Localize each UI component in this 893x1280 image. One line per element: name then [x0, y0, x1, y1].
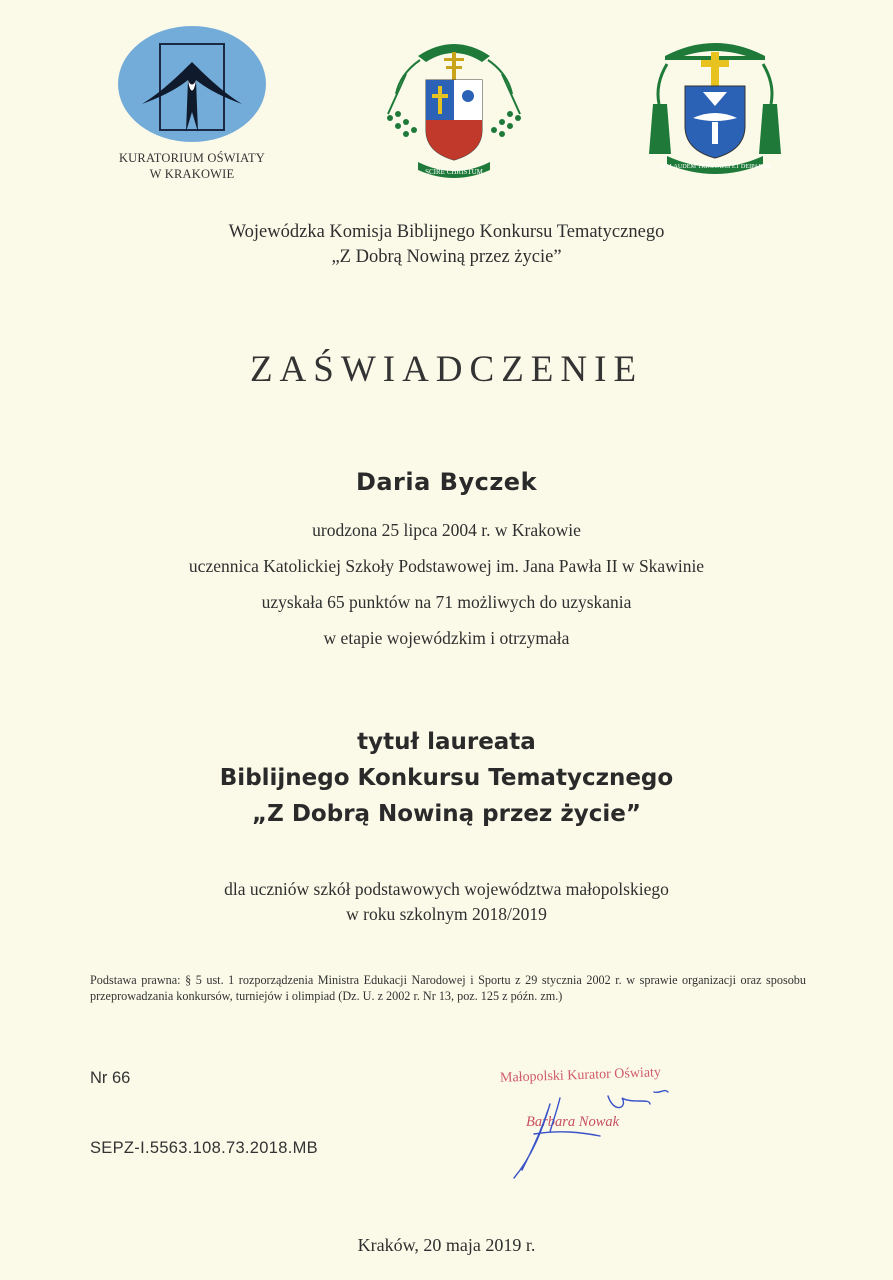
award-line-1: tytuł laureata: [357, 729, 536, 755]
kuratorium-caption-line1: KURATORIUM OŚWIATY: [118, 151, 266, 165]
bishop-coat-of-arms-1: [378, 34, 530, 184]
place-and-date: Kraków, 20 maja 2019 r.: [357, 1235, 536, 1255]
commission-header: [0, 220, 893, 270]
body-line-school: uczennica Katolickiej Szkoły Podstawowej im. Jana Pawła II w Skawinie: [188, 556, 705, 576]
body-line-stage: w etapie wojewódzkim i otrzymała: [323, 628, 570, 648]
coat-of-arms-shield-icon: [645, 34, 785, 179]
commission-line-2: „Z Dobrą Nowiną przez życie”: [331, 247, 562, 267]
swallow-emblem-icon: [112, 22, 272, 147]
legal-basis: Podstawa prawna: § 5 ust. 1 rozporządzenia Ministra Edukacji Narodowej i Sportu z 29 stycznia 2002 r. w sprawie organizacji oraz sposobu przeprowadzania konkursów, turniejów i olimpiad (Dz. U. z 2002 r. Nr 13, poz. 125 z późn. zm.): [90, 973, 806, 1003]
commission-line-1: Wojewódzka Komisja Biblijnego Konkursu Tematycznego: [228, 222, 665, 242]
kuratorium-caption-line2: W KRAKOWIE: [149, 167, 235, 181]
scope-line-1: dla uczniów szkół podstawowych województwa małopolskiego: [224, 879, 669, 899]
scope-line-2: w roku szkolnym 2018/2019: [346, 904, 547, 924]
award-scope: [0, 877, 893, 927]
kuratorium-logo: [112, 22, 272, 192]
body-line-points: uzyskała 65 punktów na 71 możliwych do uzyskania: [261, 592, 632, 612]
signature-scribble: [500, 1074, 700, 1184]
coat-of-arms-shield-icon: [378, 34, 530, 184]
stamp-office: Małopolski Kurator Oświaty: [499, 1065, 662, 1086]
award-line-3: „Z Dobrą Nowiną przez życie”: [252, 801, 641, 827]
stamp-name: Barbara Nowak: [526, 1114, 620, 1130]
coa2-motto-text: AD LAUDEM TRINITATIS ET DEIPARAE: [659, 163, 771, 170]
award-title: [0, 724, 893, 832]
coa1-motto-text: SCIRE CHRISTUM: [425, 168, 483, 176]
bishop-coat-of-arms-2: [645, 34, 785, 179]
certificate-body: [0, 512, 893, 656]
certificate-number: Nr 66: [90, 1069, 131, 1087]
document-title: ZAŚWIADCZENIE: [249, 349, 644, 390]
award-line-2: Biblijnego Konkursu Tematycznego: [219, 765, 674, 791]
recipient-name: Daria Byczek: [355, 468, 538, 496]
body-line-birth: urodzona 25 lipca 2004 r. w Krakowie: [312, 520, 581, 540]
reference-number: SEPZ-I.5563.108.73.2018.MB: [90, 1139, 318, 1157]
